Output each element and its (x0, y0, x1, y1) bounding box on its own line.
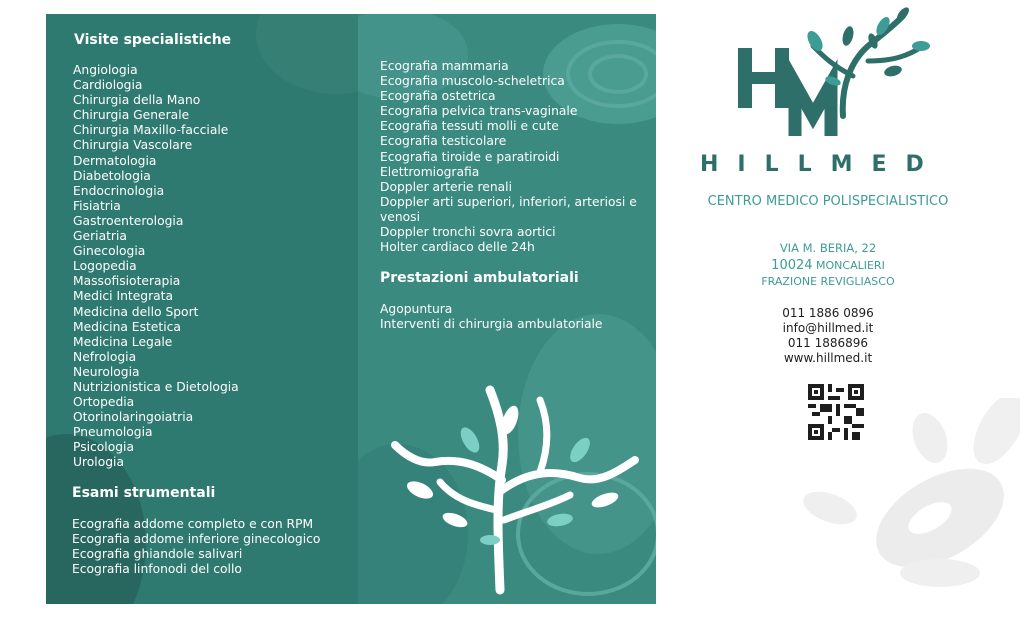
esami-item: Holter cardiaco delle 24h (380, 240, 535, 255)
visite-item: Medici Integrata (73, 289, 174, 304)
visite-item: Cardiologia (73, 78, 143, 93)
esami-item: Ecografia linfonodi del collo (72, 562, 242, 577)
left-panel (46, 14, 358, 604)
phone-1: 011 1886 0896 (782, 306, 874, 320)
address-line-2 (688, 258, 968, 273)
visite-item: Medicina dello Sport (73, 304, 199, 319)
brand-tagline: CENTRO MEDICO POLISPECIALISTICO (707, 194, 949, 209)
esami-item: Elettromiografia (380, 164, 480, 179)
esami-item: Doppler arti superiori, inferiori, arteriosi e venosi (380, 194, 637, 224)
visite-item: Geriatria (73, 229, 127, 244)
visite-item: Pneumologia (73, 425, 153, 440)
visite-item: Chirurgia della Mano (73, 93, 201, 108)
visite-item: Angiologia (73, 63, 138, 77)
visite-item: Otorinolaringoiatria (73, 410, 194, 425)
visite-item: Psicologia (73, 440, 135, 455)
esami-heading: Esami strumentali (72, 485, 216, 501)
esami-item: Ecografia mammaria (380, 59, 509, 73)
visite-item: Nefrologia (73, 349, 137, 364)
address-line-1: VIA M. BERIA, 22 (779, 241, 877, 255)
hillmed-logo-icon (733, 6, 933, 146)
decor-leaf (256, 14, 358, 94)
prestazioni-item: Agopuntura (380, 302, 453, 316)
esami-list-middle (380, 59, 656, 255)
address-line-3: FRAZIONE REVIGLIASCO (761, 275, 895, 288)
esami-item: Ecografia tessuti molli e cute (380, 119, 559, 134)
postal-code: 10024 (771, 258, 813, 273)
visite-item: Endocrinologia (73, 183, 165, 198)
esami-item: Ecografia muscolo-scheletrica (380, 74, 565, 89)
prestazioni-item: Interventi di chirurgia ambulatoriale (380, 317, 603, 332)
esami-item: Doppler arterie renali (380, 179, 512, 194)
visite-heading: Visite specialistiche (74, 32, 232, 48)
visite-item: Chirurgia Maxillo-facciale (73, 123, 229, 138)
middle-panel (358, 14, 656, 604)
visite-item: Fisiatria (73, 198, 121, 213)
visite-list (73, 63, 239, 471)
visite-item: Neurologia (73, 364, 140, 379)
visite-item: Medicina Legale (73, 334, 173, 349)
esami-item: Doppler tronchi sovra aortici (380, 225, 556, 240)
watermark-leaves-icon (790, 398, 1020, 598)
esami-item: Ecografia testicolare (380, 134, 507, 149)
website: www.hillmed.it (783, 351, 873, 365)
visite-item: Urologia (73, 455, 125, 470)
visite-item: Dermatologia (73, 153, 157, 168)
visite-item: Logopedia (73, 259, 137, 274)
tree-icon (380, 370, 640, 600)
visite-item: Ortopedia (73, 395, 135, 410)
visite-item: Ginecologia (73, 244, 146, 259)
prestazioni-heading: Prestazioni ambulatoriali (380, 270, 579, 286)
esami-item: Ecografia addome inferiore ginecologico (72, 532, 321, 547)
esami-list-left (72, 517, 352, 577)
email: info@hillmed.it (782, 321, 874, 335)
visite-item: Gastroenterologia (73, 213, 184, 228)
esami-item: Ecografia ostetrica (380, 89, 496, 104)
visite-item: Chirurgia Vascolare (73, 138, 193, 153)
brand-name: HILLMED (700, 152, 943, 177)
visite-item: Medicina Estetica (73, 319, 181, 334)
visite-item: Diabetologia (73, 168, 151, 183)
phone-2: 011 1886896 (787, 336, 869, 350)
esami-item: Ecografia ghiandole salivari (72, 547, 243, 562)
esami-item: Ecografia addome completo e con RPM (72, 517, 314, 531)
city: MONCALIERI (816, 259, 885, 272)
esami-item: Ecografia pelvica trans-vaginale (380, 104, 578, 119)
visite-item: Massofisioterapia (73, 274, 181, 289)
visite-item: Chirurgia Generale (73, 108, 190, 123)
prestazioni-list (380, 302, 603, 332)
visite-item: Nutrizionistica e Dietologia (73, 379, 239, 394)
esami-item: Ecografia tiroide e paratiroidi (380, 149, 560, 164)
